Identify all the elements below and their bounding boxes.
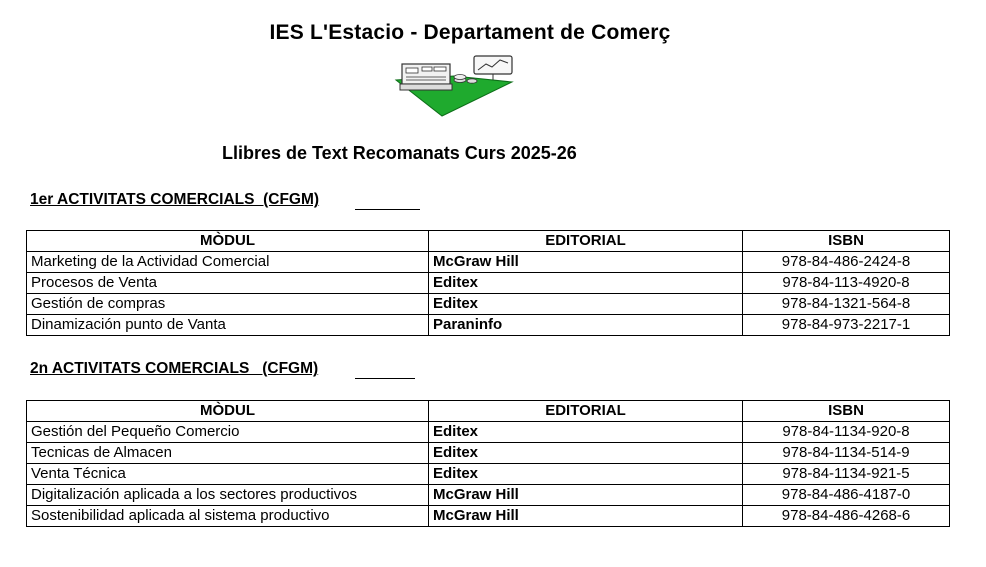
cell-modul: Sostenibilidad aplicada al sistema productivo — [27, 506, 429, 527]
cell-modul: Venta Técnica — [27, 464, 429, 485]
table-row — [27, 294, 950, 315]
cell-isbn: 978-84-113-4920-8 — [743, 273, 950, 294]
cell-editorial: Editex — [429, 443, 743, 464]
cell-isbn: 978-84-486-4187-0 — [743, 485, 950, 506]
table-row — [27, 252, 950, 273]
table-header-row — [27, 401, 950, 422]
table-row — [27, 315, 950, 336]
table-row — [27, 422, 950, 443]
cell-isbn: 978-84-1134-921-5 — [743, 464, 950, 485]
cell-modul: Tecnicas de Almacen — [27, 443, 429, 464]
cash-register-shop-logo-icon — [394, 54, 518, 118]
section-title-underline — [355, 378, 415, 379]
page-subtitle: Llibres de Text Recomanats Curs 2025-26 — [222, 143, 577, 163]
cell-isbn: 978-84-486-2424-8 — [743, 252, 950, 273]
cell-editorial: McGraw Hill — [429, 252, 743, 273]
table-row — [27, 443, 950, 464]
section-title-2n: 2n ACTIVITATS COMERCIALS (CFGM) — [30, 360, 319, 377]
cell-modul: Procesos de Venta — [27, 273, 429, 294]
cell-editorial: Paraninfo — [429, 315, 743, 336]
cell-modul: Dinamización punto de Vanta — [27, 315, 429, 336]
section-title-underline — [355, 209, 420, 210]
table-header-row — [27, 231, 950, 252]
cell-editorial: Editex — [429, 273, 743, 294]
cell-editorial: Editex — [429, 422, 743, 443]
logo-chart-board — [474, 56, 512, 74]
column-header-editorial: EDITORIAL — [429, 231, 743, 252]
cell-isbn: 978-84-973-2217-1 — [743, 315, 950, 336]
cell-editorial: McGraw Hill — [429, 506, 743, 527]
cell-modul: Gestión del Pequeño Comercio — [27, 422, 429, 443]
column-header-isbn: ISBN — [743, 401, 950, 422]
table-row — [27, 506, 950, 527]
cell-editorial: Editex — [429, 294, 743, 315]
section-title-1er: 1er ACTIVITATS COMERCIALS (CFGM) — [30, 191, 320, 208]
table-row — [27, 464, 950, 485]
column-header-modul: MÒDUL — [27, 231, 429, 252]
cell-isbn: 978-84-1134-920-8 — [743, 422, 950, 443]
cell-isbn: 978-84-486-4268-6 — [743, 506, 950, 527]
cell-isbn: 978-84-1321-564-8 — [743, 294, 950, 315]
page-title: IES L'Estacio - Departament de Comerç — [269, 21, 671, 44]
cell-editorial: Editex — [429, 464, 743, 485]
cell-modul: Marketing de la Actividad Comercial — [27, 252, 429, 273]
cell-modul: Gestión de compras — [27, 294, 429, 315]
table-row — [27, 485, 950, 506]
cell-modul: Digitalización aplicada a los sectores productivos — [27, 485, 429, 506]
books-table-2n — [26, 400, 950, 527]
cell-editorial: McGraw Hill — [429, 485, 743, 506]
column-header-editorial: EDITORIAL — [429, 401, 743, 422]
column-header-modul: MÒDUL — [27, 401, 429, 422]
table-row — [27, 273, 950, 294]
cell-isbn: 978-84-1134-514-9 — [743, 443, 950, 464]
books-table-1er — [26, 230, 950, 336]
column-header-isbn: ISBN — [743, 231, 950, 252]
